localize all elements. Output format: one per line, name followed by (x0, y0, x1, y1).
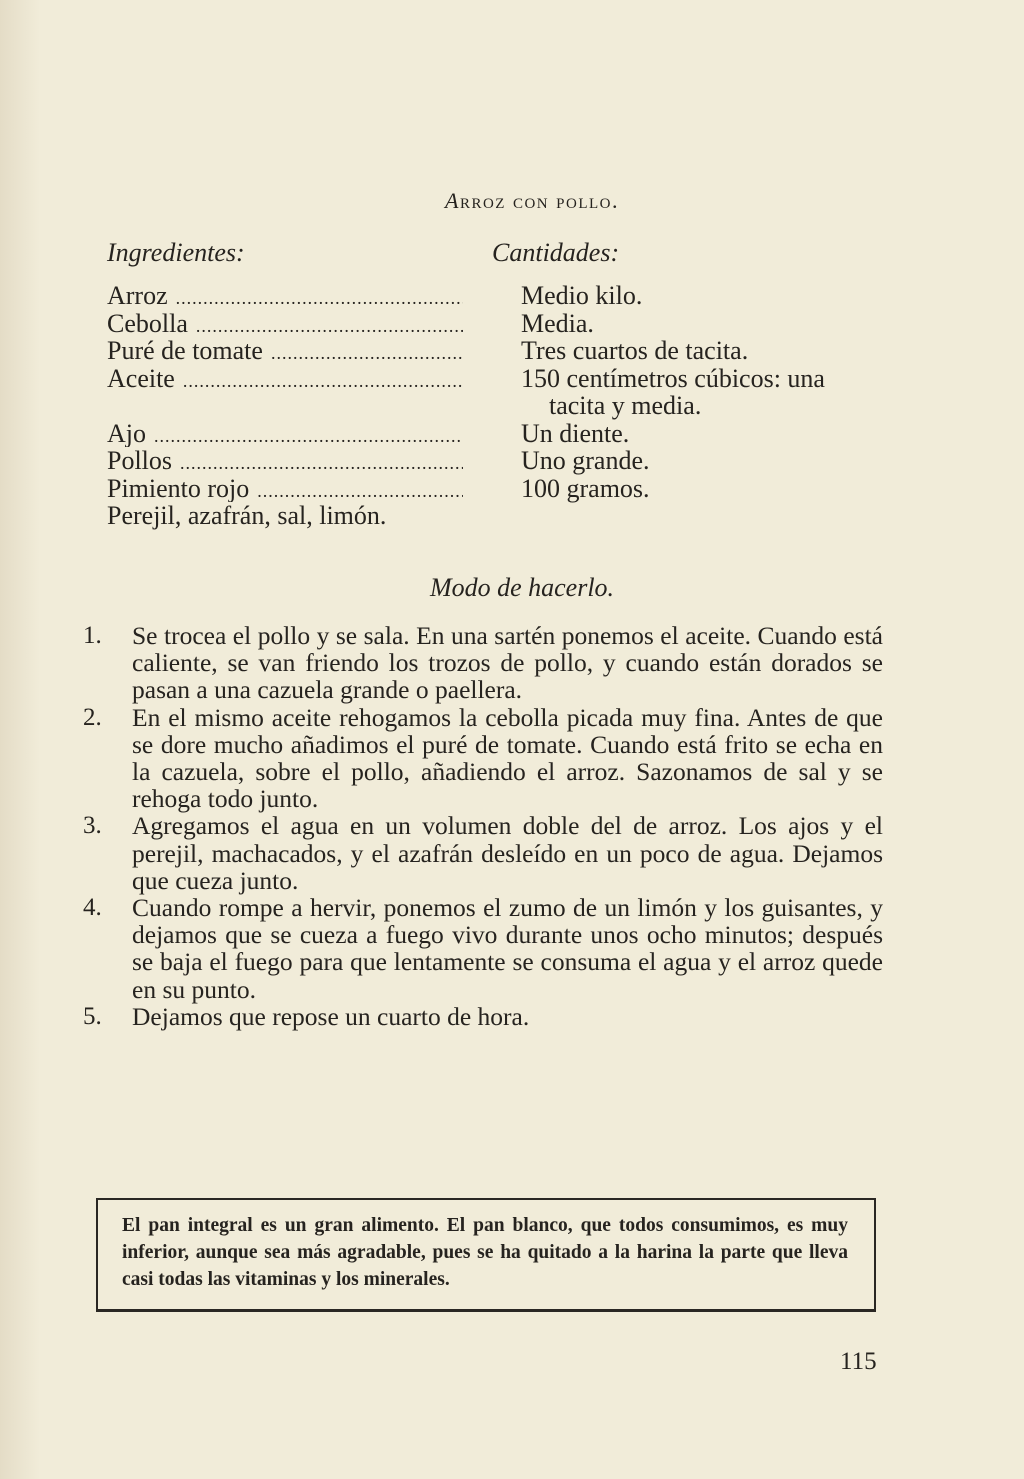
step-text: Cuando rompe a hervir, ponemos el zumo de un limón y los guisantes, y dejamos que se cueza a fuego vivo durante unos ocho minutos; después se baja el fuego para que lentamente se consuma el agua y el arroz quede en su punto. (132, 893, 883, 1004)
ingredient-spacer (107, 392, 463, 420)
leader-dots (183, 368, 463, 393)
ingredient-name: Puré de tomate (107, 337, 263, 365)
step-text: Dejamos que repose un cuarto de hora. (132, 1001, 530, 1031)
quantity-value: 100 gramos. (521, 473, 650, 503)
step-text: En el mismo aceite rehogamos la cebolla picada muy fina. Antes de que se dore mucho añadimos el puré de tomate. Cuando está frito se echa en la cazuela, sobre el pollo, añadiendo el arroz. Sazonamos de sal y se rehoga todo junto. (132, 702, 883, 814)
quantity-value: Medio kilo. (521, 281, 643, 310)
recipe-title-initial: A (445, 188, 460, 213)
method-title: Modo de hacerlo. (429, 573, 615, 602)
quantity-value: 150 centímetros cúbicos: una (521, 363, 825, 393)
ingredient-name: Arroz (107, 282, 168, 310)
step-number: 2. (83, 703, 102, 731)
leader-dots (176, 285, 463, 310)
quantity-value: Media. (521, 308, 594, 338)
ingredients-list (107, 282, 463, 530)
ingredient-name: Perejil, azafrán, sal, limón. (107, 501, 387, 530)
nutrition-note-box (96, 1198, 876, 1312)
step-text: Agregamos el agua en un volumen doble del de arroz. Los ajos y el perejil, machacados, y el azafrán desleído en un poco de agua. Dejamos que cueza junto. (132, 811, 883, 895)
ingredient-name: Pollos (107, 447, 173, 475)
method-step (83, 894, 883, 1003)
step-number: 1. (83, 622, 102, 649)
recipe-title (0, 188, 1024, 214)
method-step (83, 812, 883, 894)
quantities-list (521, 282, 901, 502)
quantity-value-continued: tacita y media. (549, 391, 702, 420)
method-steps (83, 622, 883, 1030)
page-number: 115 (840, 1348, 877, 1375)
ingredient-row (107, 337, 463, 365)
leader-dots (257, 478, 463, 503)
method-step (83, 622, 883, 704)
step-number: 5. (83, 1002, 102, 1030)
ingredient-row (107, 310, 463, 338)
quantities-header: Cantidades: (492, 238, 620, 267)
ingredient-row (107, 502, 463, 530)
ingredient-row (107, 365, 463, 393)
page-edge-shadow (0, 0, 40, 1479)
method-step (83, 704, 883, 813)
leader-dots (154, 423, 463, 448)
quantity-value: Un diente. (521, 418, 630, 448)
ingredient-name: Ajo (107, 419, 146, 447)
ingredient-row (107, 475, 463, 503)
ingredient-name: Aceite (107, 364, 175, 392)
step-text: Se trocea el pollo y se sala. En una sartén ponemos el aceite. Cuando está caliente, se van friendo los trozos de pollo, y cuando están dorados se pasan a una cazuela grande o paellera. (132, 621, 883, 705)
method-step (83, 1003, 883, 1030)
ingredient-row (107, 420, 463, 448)
recipe-title-rest: rroz con pollo. (459, 188, 619, 213)
quantity-value: Uno grande. (521, 446, 650, 475)
ingredient-row (107, 282, 463, 310)
nutrition-note-text: El pan integral es un gran alimento. El pan blanco, que todos consumimos, es muy inferior, aunque sea más agradable, pues se ha quitado a la harina la parte que lleva casi todas las vitaminas y los minerales. (122, 1215, 848, 1290)
ingredient-name: Cebolla (107, 309, 188, 337)
ingredient-name: Pimiento rojo (107, 474, 250, 502)
ingredients-header: Ingredientes: (107, 238, 245, 267)
quantity-value: Tres cuartos de tacita. (521, 336, 749, 365)
leader-dots (180, 450, 463, 475)
step-number: 3. (83, 812, 102, 840)
leader-dots (196, 313, 463, 338)
leader-dots (271, 340, 463, 365)
step-number: 4. (83, 894, 102, 922)
ingredient-row (107, 447, 463, 475)
